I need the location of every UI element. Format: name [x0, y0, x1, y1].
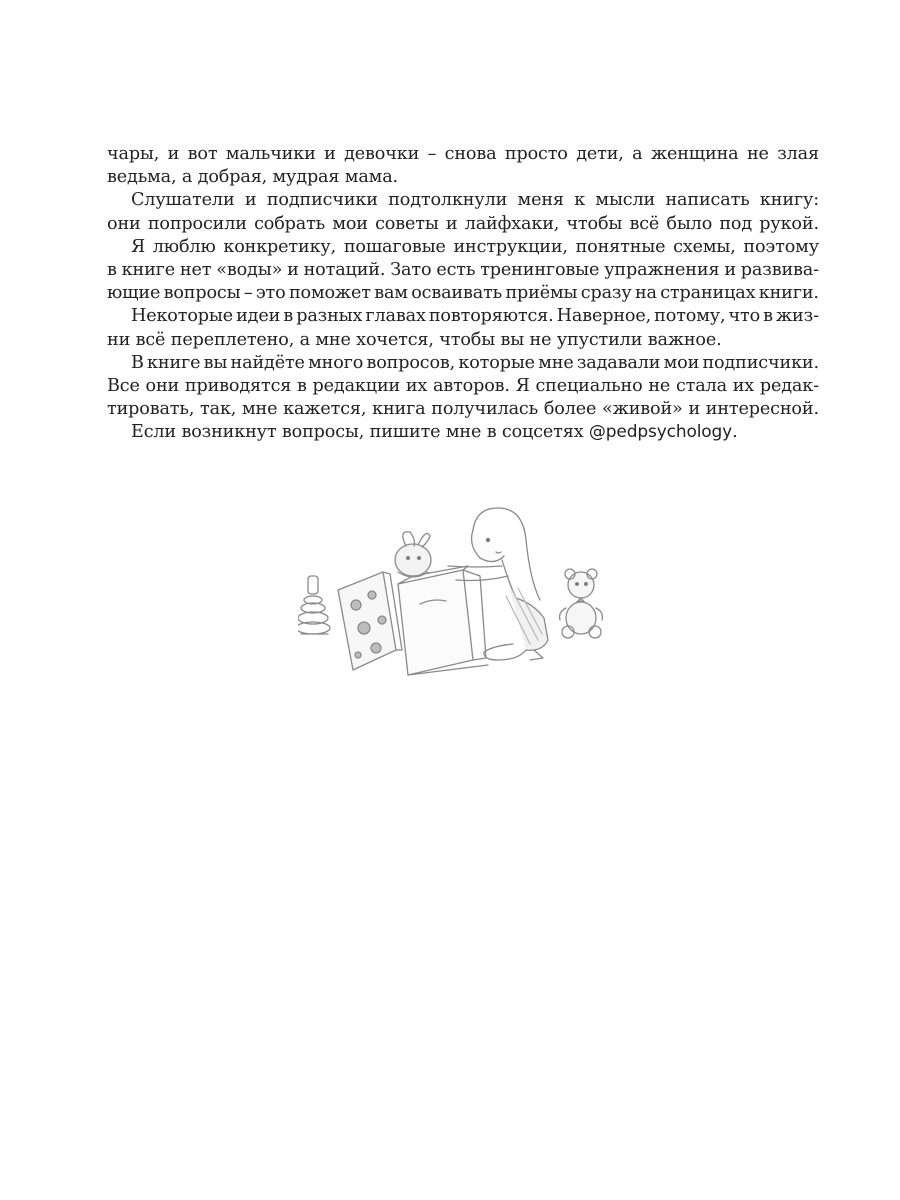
contact-text: Если возникнут вопросы, пишите мне в соцсетях [131, 422, 589, 443]
text-line: тировать, так, мне кажется, книга получилась более «живой» и интересной. [107, 399, 819, 420]
text-line: Некоторые идеи в разных главах повторяются. Наверное, потому, что в жиз- [131, 306, 819, 327]
text-line: В книге вы найдёте много вопросов, которые мне задавали мои подписчики. [131, 352, 819, 373]
social-handle-link[interactable]: @pedpsychology [588, 422, 733, 443]
contact-end: . [732, 422, 738, 443]
text-line: Все они приводятся в редакции их авторов. Я специально не стала их редак- [107, 375, 819, 396]
text-line: чары, и вот мальчики и девочки – снова просто дети, а женщина не злая [107, 144, 819, 164]
text-line: Я люблю конкретику, пошаговые инструкции, понятные схемы, поэтому [131, 236, 819, 257]
text-line: ющие вопросы – это поможет вам осваивать приёмы сразу на страницах книги. [107, 283, 819, 304]
girl-with-toy-box-illustration [298, 500, 618, 690]
text-line: в книге нет «воды» и нотаций. Зато есть тренинговые упражнения и развива- [107, 259, 819, 280]
teddy-bear-icon [560, 569, 603, 638]
text-line: они попросили собрать мои советы и лайфхаки, чтобы всё было под рукой. [107, 213, 819, 234]
ring-stack-toy-icon [298, 576, 330, 634]
bunny-plush-icon [395, 532, 431, 577]
contact-line [107, 421, 819, 444]
text-line: ведьма, а добрая, мудрая мама. [107, 167, 398, 188]
body-text [107, 143, 819, 444]
toy-box-icon [398, 566, 488, 675]
text-line: ни всё переплетено, а мне хочется, чтобы вы не упустили важное. [107, 329, 722, 350]
text-line: Слушатели и подписчики подтолкнули меня к мысли написать книгу: [131, 190, 819, 211]
box-lid-icon [338, 572, 402, 670]
